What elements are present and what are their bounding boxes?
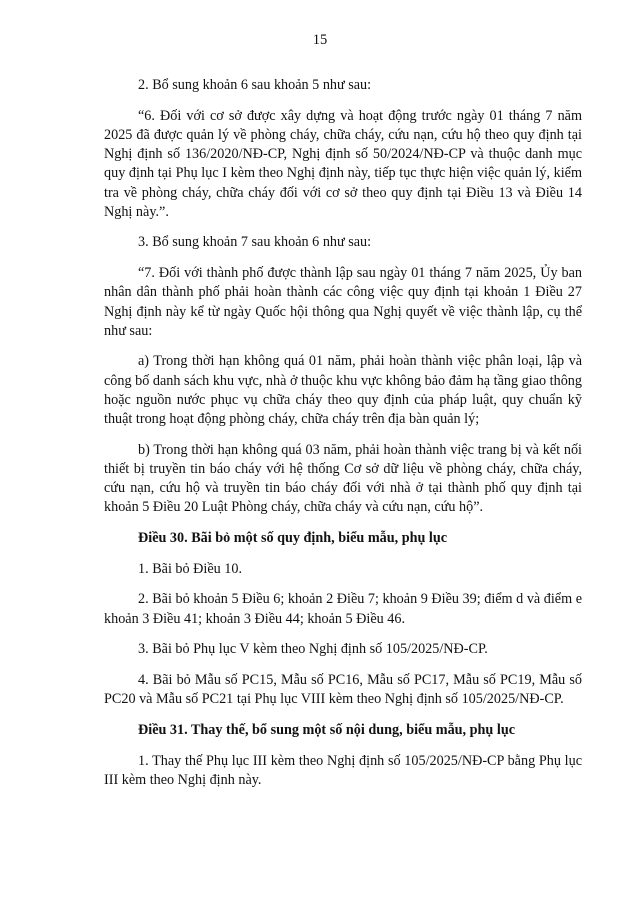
paragraph: 4. Bãi bỏ Mẫu số PC15, Mẫu số PC16, Mẫu số PC17, Mẫu số PC19, Mẫu số PC20 và Mẫu số PC21 tại Phụ lục VIII kèm theo Nghị định số 105/2025/NĐ-CP. — [104, 672, 582, 708]
page-number: 15 — [312, 32, 328, 48]
article-heading: Điều 30. Bãi bỏ một số quy định, biểu mẫu, phụ lục — [138, 530, 448, 547]
paragraph: 3. Bãi bỏ Phụ lục V kèm theo Nghị định số 105/2025/NĐ-CP. — [138, 641, 488, 658]
paragraph: 1. Thay thế Phụ lục III kèm theo Nghị định số 105/2025/NĐ-CP bằng Phụ lục III kèm theo Nghị định này. — [104, 752, 582, 788]
paragraph: 2. Bổ sung khoản 6 sau khoản 5 như sau: — [138, 77, 372, 93]
paragraph: “6. Đối với cơ sở được xây dựng và hoạt động trước ngày 01 tháng 7 năm 2025 đã được quản lý về phòng cháy, chữa cháy, cứu nạn, cứu hộ theo quy định tại Nghị định số 136/2020/NĐ-CP, Nghị định số 50/2024/NĐ-CP và thuộc danh mục quy định tại Phụ lục I kèm theo Nghị định này, tiếp tục thực hiện việc quản lý, kiểm tra về phòng cháy, chữa cháy đối với cơ sở theo quy định tại Điều 13 và Điều 14 Nghị này.”. — [104, 107, 582, 220]
document-body — [104, 76, 582, 802]
paragraph: 1. Bãi bỏ Điều 10. — [138, 560, 243, 577]
article-heading: Điều 31. Thay thế, bổ sung một số nội dung, biểu mẫu, phụ lục — [138, 721, 516, 738]
paragraph: “7. Đối với thành phố được thành lập sau ngày 01 tháng 7 năm 2025, Ủy ban nhân dân thành phố phải hoàn thành các công việc quy định tại khoản 1 Điều 27 Nghị định này kể từ ngày Quốc hội thông qua Nghị quyết về việc thành lập, cụ thể như sau: — [104, 265, 582, 339]
paragraph: b) Trong thời hạn không quá 03 năm, phải hoàn thành việc trang bị và kết nối thiết bị truyền tin báo cháy với hệ thống Cơ sở dữ liệu về phòng cháy, chữa cháy, cứu nạn, cứu hộ và truyền tin báo cháy đối với nhà ở tại thành phố quy định tại khoản 5 Điều 20 Luật Phòng cháy, chữa cháy và cứu nạn, cứu hộ”. — [104, 441, 582, 516]
paragraph: 2. Bãi bỏ khoản 5 Điều 6; khoản 2 Điều 7; khoản 9 Điều 39; điểm d và điểm e khoản 3 Điều 41; khoản 3 Điều 44; khoản 5 Điều 46. — [104, 591, 582, 627]
paragraph: a) Trong thời hạn không quá 01 năm, phải hoàn thành việc phân loại, lập và công bố danh sách khu vực, nhà ở thuộc khu vực không bảo đảm hạ tầng giao thông hoặc nguồn nước phục vụ chữa cháy theo quy định của pháp luật, quy chuẩn kỹ thuật trong hoạt động phòng cháy, chữa cháy trên địa bàn quản lý; — [104, 353, 582, 428]
paragraph: 3. Bổ sung khoản 7 sau khoản 6 như sau: — [138, 234, 372, 251]
